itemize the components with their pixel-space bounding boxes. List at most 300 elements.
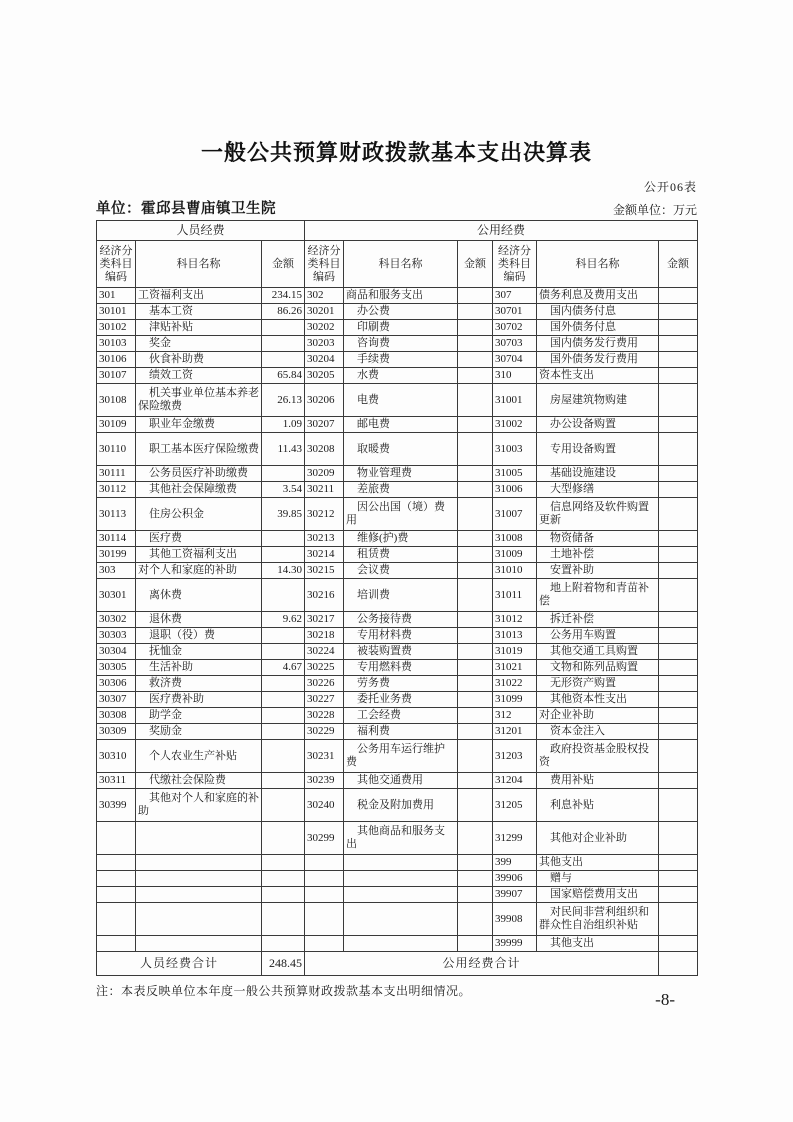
- subject-name-cell: [136, 855, 262, 871]
- subject-name-cell: 对民间非营利组织和群众性自治组织补贴: [537, 903, 659, 936]
- code-cell: 30106: [97, 352, 136, 368]
- code-cell: 30101: [97, 304, 136, 320]
- code-cell: 30202: [305, 320, 344, 336]
- column-header-name-3: 科目名称: [537, 241, 659, 288]
- amount-cell: [659, 855, 698, 871]
- amount-cell: [458, 628, 493, 644]
- table-row: [97, 466, 698, 482]
- code-cell: 30224: [305, 644, 344, 660]
- subject-name-cell: 地上附着物和青苗补偿: [537, 579, 659, 612]
- table-row: [97, 660, 698, 676]
- subject-name-cell: 国外债务付息: [537, 320, 659, 336]
- subject-name-cell: 其他资本性支出: [537, 692, 659, 708]
- table-row: [97, 384, 698, 417]
- amount-cell: [458, 336, 493, 352]
- amount-cell: [458, 855, 493, 871]
- subject-name-cell: 大型修缮: [537, 482, 659, 498]
- amount-cell: [262, 789, 305, 822]
- code-cell: 31205: [493, 789, 537, 822]
- amount-cell: 3.54: [262, 482, 305, 498]
- subject-name-cell: [344, 936, 458, 952]
- code-cell: 30214: [305, 547, 344, 563]
- amount-cell: [659, 903, 698, 936]
- code-cell: 31099: [493, 692, 537, 708]
- code-cell: 30112: [97, 482, 136, 498]
- subject-name-cell: 政府投资基金股权投资: [537, 740, 659, 773]
- subject-name-cell: 医疗费: [136, 531, 262, 547]
- table-row: [97, 822, 698, 855]
- code-cell: 310: [493, 368, 537, 384]
- amount-cell: [262, 773, 305, 789]
- code-cell: 307: [493, 288, 537, 304]
- table-row: [97, 789, 698, 822]
- table-row: [97, 936, 698, 952]
- page-title: 一般公共预算财政拨款基本支出决算表: [200, 140, 592, 165]
- subject-name-cell: 基本工资: [136, 304, 262, 320]
- table-row: [97, 724, 698, 740]
- table-row: [97, 579, 698, 612]
- column-header-name-2: 科目名称: [344, 241, 458, 288]
- amount-cell: [458, 466, 493, 482]
- code-cell: [97, 855, 136, 871]
- amount-cell: [262, 855, 305, 871]
- code-cell: 31019: [493, 644, 537, 660]
- amount-cell: [262, 822, 305, 855]
- subject-name-cell: 物业管理费: [344, 466, 458, 482]
- amount-cell: 11.43: [262, 433, 305, 466]
- code-cell: 30209: [305, 466, 344, 482]
- public-total-amount: [659, 952, 698, 976]
- code-cell: 30305: [97, 660, 136, 676]
- amount-cell: [458, 498, 493, 531]
- code-cell: 30107: [97, 368, 136, 384]
- amount-cell: [659, 320, 698, 336]
- code-cell: 30102: [97, 320, 136, 336]
- amount-cell: [262, 887, 305, 903]
- code-cell: 30212: [305, 498, 344, 531]
- code-cell: 30228: [305, 708, 344, 724]
- amount-cell: [458, 740, 493, 773]
- amount-cell: [458, 288, 493, 304]
- amount-cell: [458, 936, 493, 952]
- subject-name-cell: 其他社会保障缴费: [136, 482, 262, 498]
- subject-name-cell: 其他对个人和家庭的补助: [136, 789, 262, 822]
- amount-cell: [262, 903, 305, 936]
- code-cell: [305, 871, 344, 887]
- subject-name-cell: 助学金: [136, 708, 262, 724]
- table-row: [97, 628, 698, 644]
- code-cell: 39908: [493, 903, 537, 936]
- code-cell: [305, 855, 344, 871]
- code-cell: 30201: [305, 304, 344, 320]
- amount-cell: [659, 676, 698, 692]
- table-row: [97, 547, 698, 563]
- amount-cell: [458, 708, 493, 724]
- amount-cell: [659, 724, 698, 740]
- subject-name-cell: 住房公积金: [136, 498, 262, 531]
- subject-name-cell: 绩效工资: [136, 368, 262, 384]
- code-cell: 30703: [493, 336, 537, 352]
- subject-name-cell: 专用材料费: [344, 628, 458, 644]
- table-row: [97, 320, 698, 336]
- subject-name-cell: 办公设备购置: [537, 417, 659, 433]
- code-cell: 30304: [97, 644, 136, 660]
- meta-row: [96, 197, 697, 218]
- table-row: [97, 773, 698, 789]
- subject-name-cell: 对企业补助: [537, 708, 659, 724]
- amount-cell: [659, 304, 698, 320]
- subject-name-cell: 国内债务发行费用: [537, 336, 659, 352]
- subject-name-cell: 赠与: [537, 871, 659, 887]
- subject-name-cell: 因公出国（境）费用: [344, 498, 458, 531]
- amount-cell: [659, 773, 698, 789]
- document-content: [96, 0, 697, 999]
- subject-name-cell: [136, 887, 262, 903]
- amount-cell: [262, 466, 305, 482]
- code-cell: 31013: [493, 628, 537, 644]
- subject-name-cell: 机关事业单位基本养老保险缴费: [136, 384, 262, 417]
- table-row: [97, 498, 698, 531]
- amount-cell: [458, 887, 493, 903]
- subject-name-cell: 会议费: [344, 563, 458, 579]
- code-cell: 31010: [493, 563, 537, 579]
- table-row: [97, 417, 698, 433]
- subject-name-cell: 信息网络及软件购置更新: [537, 498, 659, 531]
- column-header-code-1: 经济分类科目编码: [97, 241, 136, 288]
- subject-name-cell: 公务用车运行维护费: [344, 740, 458, 773]
- code-cell: 302: [305, 288, 344, 304]
- code-cell: [97, 822, 136, 855]
- subject-name-cell: [136, 936, 262, 952]
- amount-cell: [659, 740, 698, 773]
- column-header-amount-2: 金额: [458, 241, 493, 288]
- subject-name-cell: 其他支出: [537, 936, 659, 952]
- subject-name-cell: 费用补贴: [537, 773, 659, 789]
- amount-cell: [262, 692, 305, 708]
- form-code-label: 公开06表: [643, 180, 697, 194]
- amount-cell: [458, 676, 493, 692]
- code-cell: 31006: [493, 482, 537, 498]
- subject-name-cell: 退休费: [136, 612, 262, 628]
- table-row: [97, 676, 698, 692]
- code-cell: 31008: [493, 531, 537, 547]
- code-cell: 31299: [493, 822, 537, 855]
- subject-name-cell: 拆迁补偿: [537, 612, 659, 628]
- group-header-public: 公用经费: [305, 221, 698, 241]
- code-cell: 30213: [305, 531, 344, 547]
- code-cell: 30113: [97, 498, 136, 531]
- code-cell: 30308: [97, 708, 136, 724]
- subject-name-cell: 个人农业生产补贴: [136, 740, 262, 773]
- code-cell: [305, 887, 344, 903]
- personnel-total-label: 人员经费合计: [97, 952, 262, 976]
- subject-name-cell: [344, 855, 458, 871]
- table-note: 注：本表反映单位本年度一般公共预算财政拨款基本支出明细情况。: [96, 984, 472, 998]
- amount-cell: [458, 433, 493, 466]
- subject-name-cell: 维修(护)费: [344, 531, 458, 547]
- subject-name-cell: 奖励金: [136, 724, 262, 740]
- table-row: [97, 903, 698, 936]
- amount-cell: [262, 724, 305, 740]
- subject-name-cell: 其他交通工具购置: [537, 644, 659, 660]
- expenditure-table: [96, 220, 698, 976]
- amount-cell: [458, 579, 493, 612]
- code-cell: 31201: [493, 724, 537, 740]
- code-cell: 30231: [305, 740, 344, 773]
- subject-name-cell: 其他对企业补助: [537, 822, 659, 855]
- subject-name-cell: 代缴社会保险费: [136, 773, 262, 789]
- table-row: [97, 887, 698, 903]
- subject-name-cell: [136, 871, 262, 887]
- code-cell: 31021: [493, 660, 537, 676]
- code-cell: 31005: [493, 466, 537, 482]
- code-cell: 31022: [493, 676, 537, 692]
- subject-name-cell: 资本性支出: [537, 368, 659, 384]
- amount-cell: [659, 708, 698, 724]
- amount-cell: 86.26: [262, 304, 305, 320]
- subject-name-cell: 税金及附加费用: [344, 789, 458, 822]
- code-cell: 30206: [305, 384, 344, 417]
- subject-name-cell: 房屋建筑物购建: [537, 384, 659, 417]
- subject-name-cell: 国内债务付息: [537, 304, 659, 320]
- code-cell: 30302: [97, 612, 136, 628]
- subject-name-cell: 水费: [344, 368, 458, 384]
- amount-cell: [458, 417, 493, 433]
- subject-name-cell: 电费: [344, 384, 458, 417]
- code-cell: 30203: [305, 336, 344, 352]
- code-cell: 30111: [97, 466, 136, 482]
- code-cell: 30226: [305, 676, 344, 692]
- code-cell: [97, 871, 136, 887]
- code-cell: 31009: [493, 547, 537, 563]
- amount-cell: [659, 563, 698, 579]
- column-header-code-3: 经济分类科目编码: [493, 241, 537, 288]
- code-cell: 30310: [97, 740, 136, 773]
- column-header-name-1: 科目名称: [136, 241, 262, 288]
- code-cell: 312: [493, 708, 537, 724]
- code-cell: 31011: [493, 579, 537, 612]
- amount-cell: [659, 352, 698, 368]
- code-cell: 31204: [493, 773, 537, 789]
- subject-name-cell: 基础设施建设: [537, 466, 659, 482]
- table-row: [97, 336, 698, 352]
- subject-name-cell: 咨询费: [344, 336, 458, 352]
- amount-cell: [458, 871, 493, 887]
- code-cell: 30114: [97, 531, 136, 547]
- amount-cell: [659, 547, 698, 563]
- page-number: -8-: [655, 990, 675, 1009]
- amount-cell: [659, 822, 698, 855]
- code-cell: 30702: [493, 320, 537, 336]
- amount-cell: [659, 887, 698, 903]
- table-row: [97, 368, 698, 384]
- table-row: [97, 612, 698, 628]
- table-row: [97, 288, 698, 304]
- subject-name-cell: 津贴补贴: [136, 320, 262, 336]
- code-cell: 30215: [305, 563, 344, 579]
- code-cell: 30309: [97, 724, 136, 740]
- code-cell: 39999: [493, 936, 537, 952]
- subject-name-cell: 专用设备购置: [537, 433, 659, 466]
- amount-cell: [458, 660, 493, 676]
- code-cell: 31203: [493, 740, 537, 773]
- code-cell: 303: [97, 563, 136, 579]
- table-row: [97, 433, 698, 466]
- table-row: [97, 871, 698, 887]
- group-header-personnel: 人员经费: [97, 221, 305, 241]
- column-header-amount-3: 金额: [659, 241, 698, 288]
- amount-cell: 26.13: [262, 384, 305, 417]
- code-cell: 30208: [305, 433, 344, 466]
- amount-cell: [458, 692, 493, 708]
- code-cell: 30207: [305, 417, 344, 433]
- code-cell: 30103: [97, 336, 136, 352]
- amount-cell: [659, 871, 698, 887]
- code-cell: 31001: [493, 384, 537, 417]
- subject-name-cell: 医疗费补助: [136, 692, 262, 708]
- table-row: [97, 531, 698, 547]
- code-cell: 31012: [493, 612, 537, 628]
- amount-cell: 14.30: [262, 563, 305, 579]
- subject-name-cell: 工会经费: [344, 708, 458, 724]
- amount-cell: [458, 612, 493, 628]
- subject-name-cell: 奖金: [136, 336, 262, 352]
- subject-name-cell: 培训费: [344, 579, 458, 612]
- code-cell: 30109: [97, 417, 136, 433]
- subject-name-cell: [136, 903, 262, 936]
- amount-cell: [458, 644, 493, 660]
- subject-name-cell: 公务用车购置: [537, 628, 659, 644]
- subject-name-cell: [344, 887, 458, 903]
- subject-name-cell: 商品和服务支出: [344, 288, 458, 304]
- subject-name-cell: 印刷费: [344, 320, 458, 336]
- amount-cell: 1.09: [262, 417, 305, 433]
- amount-cell: [659, 288, 698, 304]
- subject-name-cell: 其他工资福利支出: [136, 547, 262, 563]
- code-cell: 39907: [493, 887, 537, 903]
- amount-cell: [458, 789, 493, 822]
- amount-cell: [659, 433, 698, 466]
- code-cell: 30216: [305, 579, 344, 612]
- amount-cell: [659, 384, 698, 417]
- code-cell: 31003: [493, 433, 537, 466]
- code-cell: 30229: [305, 724, 344, 740]
- amount-cell: [659, 417, 698, 433]
- subject-name-cell: 生活补助: [136, 660, 262, 676]
- subject-name-cell: 土地补偿: [537, 547, 659, 563]
- code-cell: [97, 887, 136, 903]
- amount-cell: [262, 708, 305, 724]
- code-cell: [97, 903, 136, 936]
- subject-name-cell: 离休费: [136, 579, 262, 612]
- subject-name-cell: 退职（役）费: [136, 628, 262, 644]
- column-header-row: [97, 241, 698, 288]
- amount-cell: [458, 482, 493, 498]
- subject-name-cell: 文物和陈列品购置: [537, 660, 659, 676]
- column-header-amount-1: 金额: [262, 241, 305, 288]
- code-cell: 31007: [493, 498, 537, 531]
- personnel-total-amount: 248.45: [262, 952, 305, 976]
- amount-cell: [458, 563, 493, 579]
- table-row: [97, 740, 698, 773]
- amount-cell: [262, 871, 305, 887]
- amount-cell: [458, 320, 493, 336]
- table-row: [97, 708, 698, 724]
- code-cell: 30204: [305, 352, 344, 368]
- amount-cell: [262, 644, 305, 660]
- amount-cell: 234.15: [262, 288, 305, 304]
- code-cell: 30704: [493, 352, 537, 368]
- amount-cell: [262, 531, 305, 547]
- subject-name-cell: 对个人和家庭的补助: [136, 563, 262, 579]
- code-cell: 30108: [97, 384, 136, 417]
- subject-name-cell: 其他商品和服务支出: [344, 822, 458, 855]
- amount-cell: [659, 336, 698, 352]
- code-cell: 30311: [97, 773, 136, 789]
- table-row: [97, 563, 698, 579]
- amount-cell: [262, 547, 305, 563]
- amount-cell: [458, 531, 493, 547]
- code-cell: 30301: [97, 579, 136, 612]
- code-cell: 31002: [493, 417, 537, 433]
- amount-cell: [262, 320, 305, 336]
- amount-cell: [659, 466, 698, 482]
- amount-cell: [262, 579, 305, 612]
- amount-cell: 39.85: [262, 498, 305, 531]
- group-header-row: [97, 221, 698, 241]
- code-cell: 30199: [97, 547, 136, 563]
- subject-name-cell: 国外债务发行费用: [537, 352, 659, 368]
- subject-name-cell: 被装购置费: [344, 644, 458, 660]
- code-cell: 30205: [305, 368, 344, 384]
- code-cell: 30399: [97, 789, 136, 822]
- amount-cell: [262, 352, 305, 368]
- subject-name-cell: [136, 822, 262, 855]
- amount-cell: 9.62: [262, 612, 305, 628]
- subject-name-cell: 安置补助: [537, 563, 659, 579]
- subject-name-cell: 工资福利支出: [136, 288, 262, 304]
- code-cell: 30701: [493, 304, 537, 320]
- code-cell: 30306: [97, 676, 136, 692]
- subject-name-cell: 物资储备: [537, 531, 659, 547]
- code-cell: 30211: [305, 482, 344, 498]
- amount-cell: [659, 368, 698, 384]
- subject-name-cell: 福利费: [344, 724, 458, 740]
- code-cell: 30110: [97, 433, 136, 466]
- code-cell: 30217: [305, 612, 344, 628]
- code-cell: 39906: [493, 871, 537, 887]
- subject-name-cell: 利息补贴: [537, 789, 659, 822]
- subject-name-cell: 职工基本医疗保险缴费: [136, 433, 262, 466]
- subject-name-cell: 资本金注入: [537, 724, 659, 740]
- public-total-label: 公用经费合计: [305, 952, 659, 976]
- amount-cell: [659, 644, 698, 660]
- amount-cell: [659, 531, 698, 547]
- subject-name-cell: 无形资产购置: [537, 676, 659, 692]
- code-cell: 30227: [305, 692, 344, 708]
- table-row: [97, 304, 698, 320]
- table-row: [97, 482, 698, 498]
- subject-name-cell: 租赁费: [344, 547, 458, 563]
- subject-name-cell: [344, 871, 458, 887]
- amount-cell: [659, 789, 698, 822]
- code-cell: [97, 936, 136, 952]
- code-cell: 30299: [305, 822, 344, 855]
- subject-name-cell: 公务接待费: [344, 612, 458, 628]
- code-cell: 30218: [305, 628, 344, 644]
- amount-cell: [262, 676, 305, 692]
- amount-cell: [659, 628, 698, 644]
